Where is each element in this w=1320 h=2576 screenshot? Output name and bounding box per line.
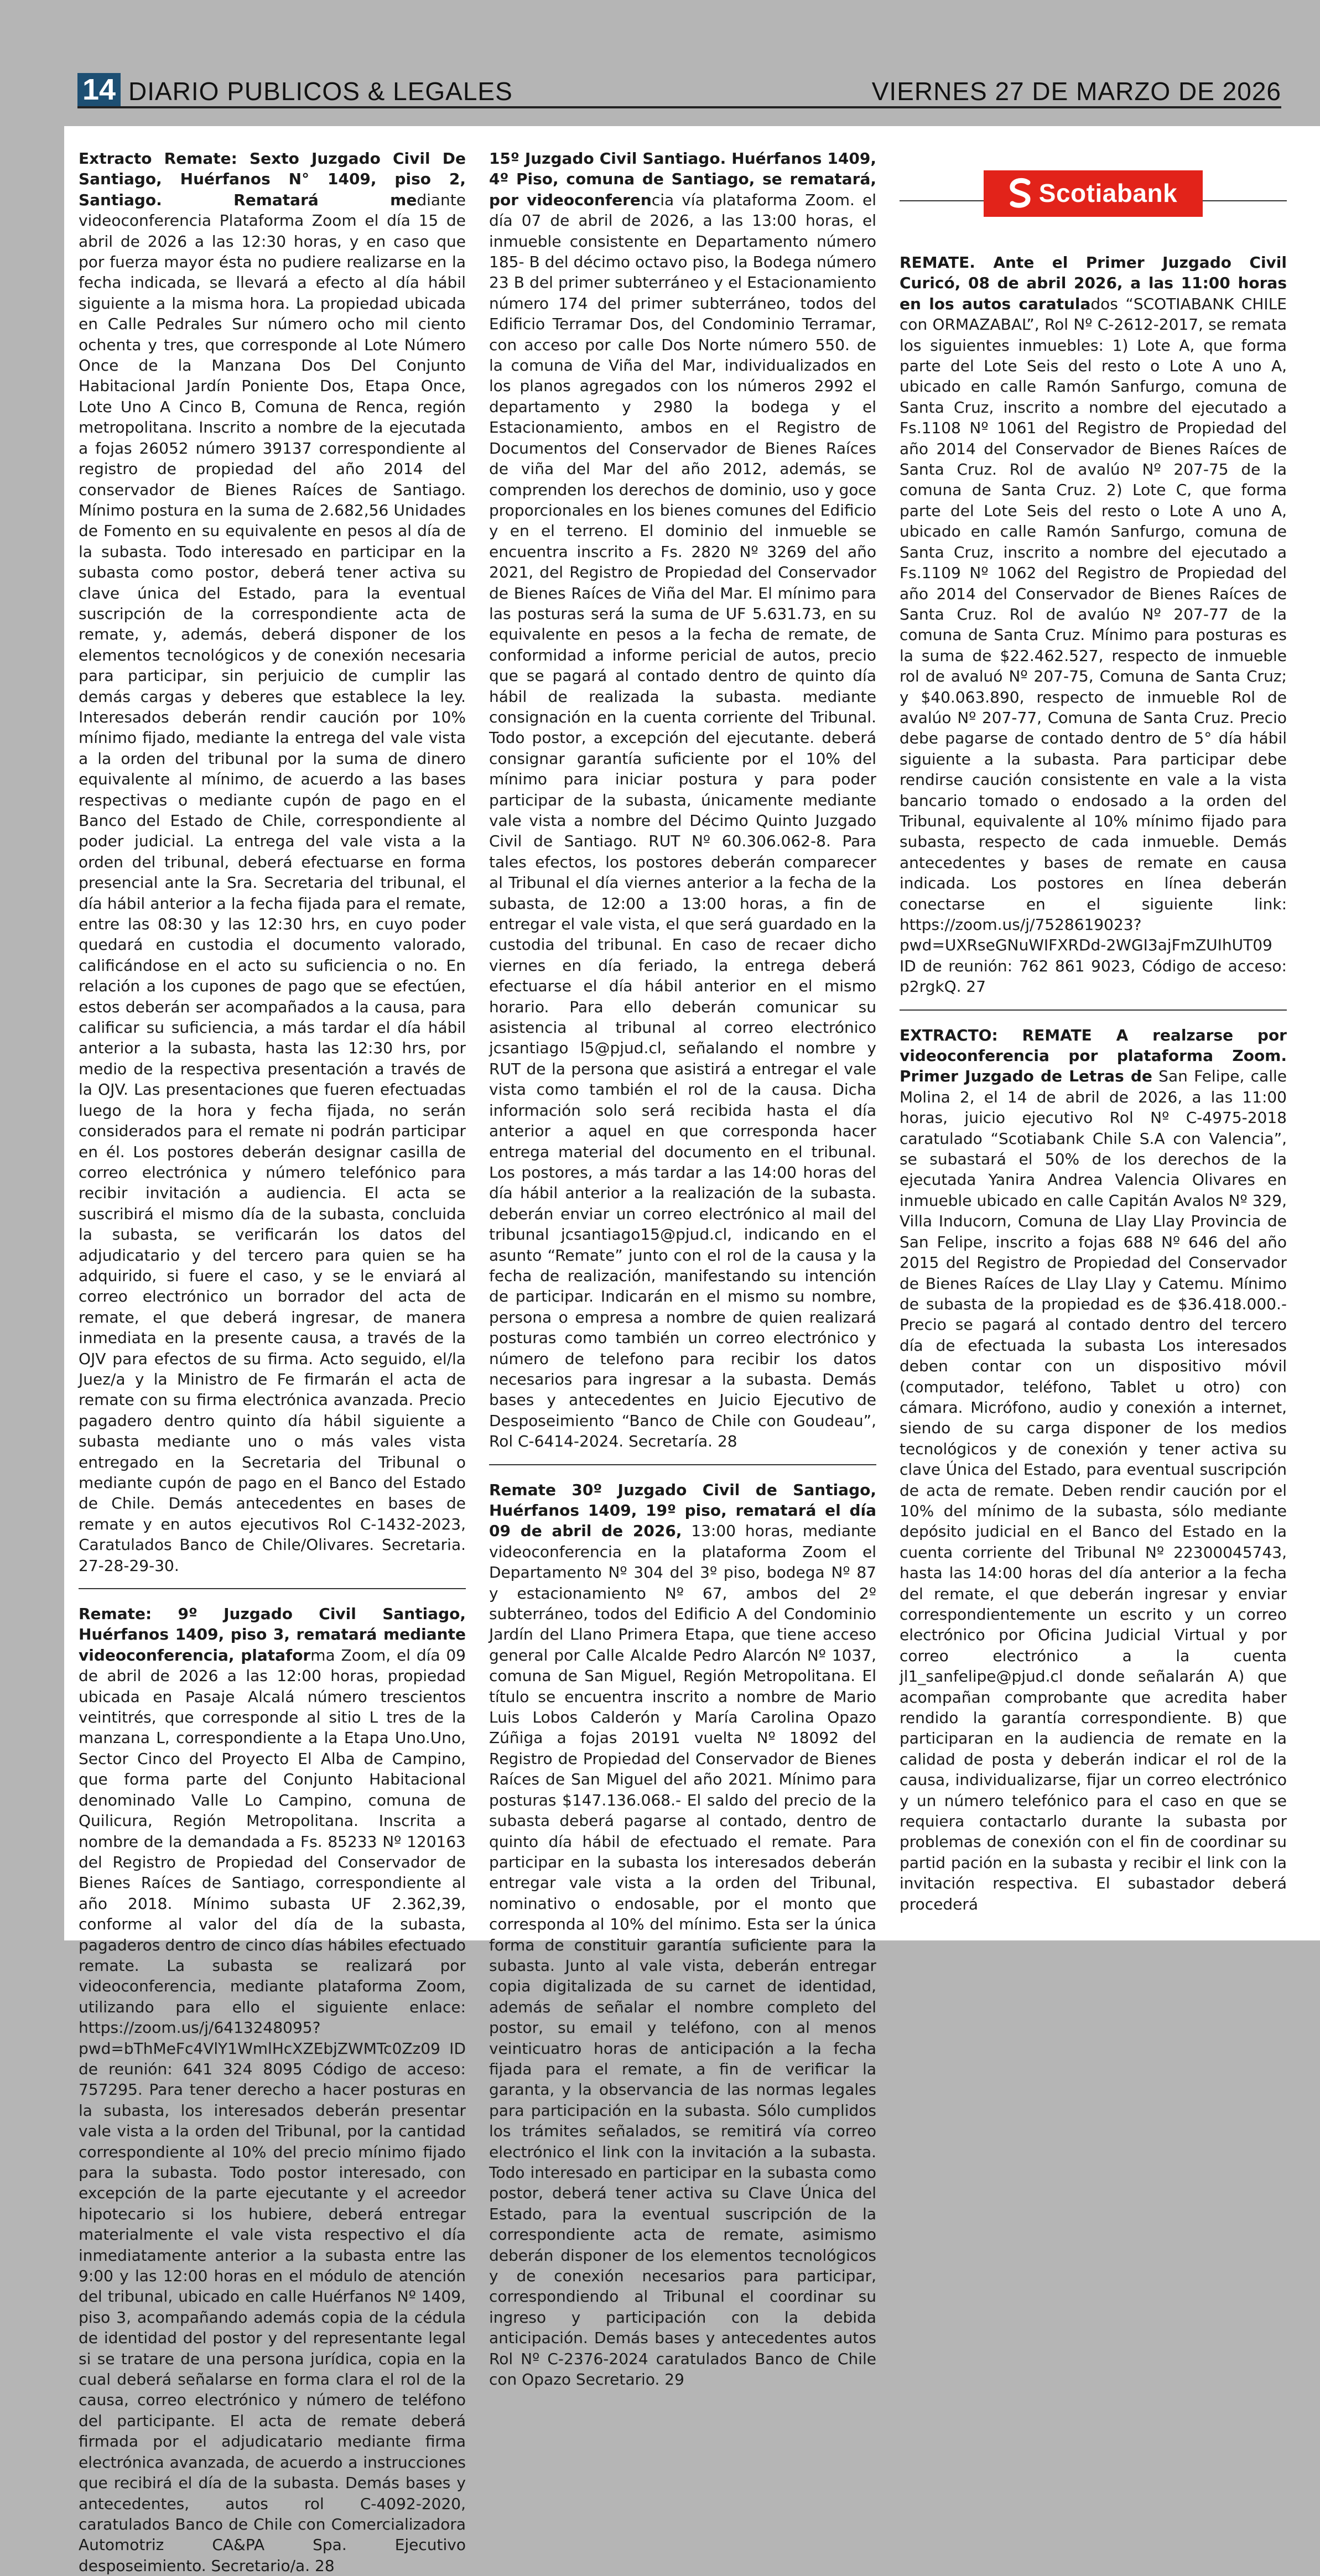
legal-notice <box>900 1025 1287 1914</box>
legal-notice <box>489 148 876 1452</box>
notice-divider <box>489 1464 876 1465</box>
notice-heading: Remate: 9º Juzgado Civil Santiago, Huérfanos 1409, piso 3, rematará mediante videoconferencia, platafor <box>79 1605 466 1664</box>
legal-notice <box>489 1480 876 2390</box>
notice-body: ma Zoom, el día 09 de abril de 2026 a las 12:00 horas, propiedad ubicada en Pasaje Alcalá número trescientos veintitrés, que corresponde al sitio L tres de la manzana L, correspondiente a la Etapa Uno.Uno, Sector Cinco del Proyecto El Alba de Campino, que forma parte del Conjunto Habitacional denominado Valle Lo Campino, comuna de Quilicura, Región Metropolitana. Inscrita a nombre de la demandada a Fs. 85233 Nº 120163 del Registro de Propiedad del Conservador de Bienes Raíces de Santiago, correspondiente al año 2018. Mínimo subasta UF 2.362,39, conforme al valor del día de la subasta, pagaderos dentro de cinco días hábiles efectuado remate. La subasta se realizará por videoconferencia, mediante plataforma Zoom, utilizando para ello el siguiente enlace: https://zoom.us/j/6413248095?pwd=bThMeFc4VlY1WmlHcXZEbjZWMTc0Zz09 ID de reunión: 641 324 8095 Código de acceso: 757295. Para tener derecho a hacer posturas en la subasta, los interesados deberán presentar vale vista a la orden del Tribunal, por la cantidad correspondiente al 10% del precio mínimo fijado para la subasta. Todo postor interesado, con excepción de la parte ejecutante y el acreedor hipotecario si los hubiere, deberá entregar materialmente el vale vista respectivo el día inmediatamente anterior a la subasta entre las 9:00 y las 12:00 horas en el módulo de atención del tribunal, ubicado en calle Huérfanos Nº 1409, piso 3, acompañando además copia de la cédula de identidad del postor y del representante legal si se tratare de una persona jurídica, copia en la cual deberá señalarse en forma clara el rol de la causa, correo electrónico y número de teléfono del participante. El acta de remate deberá firmada por el adjudicatario mediante firma electrónica avanzada, de acuerdo a instrucciones que recibirá el día de la subasta. Demás bases y antecedentes, autos rol C-4092-2020, caratulados Banco de Chile con Comercializadora Automotriz CA&PA Spa. Ejecutivo desposeimiento. Secretario/a. 28 <box>79 1646 466 2575</box>
scotiabank-s-icon <box>1009 178 1031 209</box>
notice-heading: 15º Juzgado Civil Santiago. Huérfanos 1409, 4º Piso, comuna de Santiago, se rematará, por videoconferen <box>489 149 876 209</box>
publication-name: DIARIO PUBLICOS & LEGALES <box>128 77 513 106</box>
logo-wordmark: Scotiabank <box>1038 179 1178 208</box>
notice-heading: Remate 30º Juzgado Civil de Santiago, Huérfanos 1409, 19º piso, rematará el día 09 de abril de 2026, <box>489 1480 876 1541</box>
notice-body: cia vía plataforma Zoom. el día 07 de abril de 2026, a las 13:00 horas, el inmueble consistente en Departamento número 185- B del décimo octavo piso, la Bodega número 23 B del primer subterráneo y el Estacionamiento número 174 del primer subterráneo, todos del Edificio Terramar Dos, del Condominio Terramar, con acceso por calle Dos Norte número 550. de la comuna de Viña del Mar, individualizados en los planos agregados con los números 2992 el departamento y 2980 la bodega y el Estacionamiento, ambos en el Registro de Documentos del Conservador de Bienes Raíces de viña del Mar del año 2012, además, se comprenden los derechos de dominio, uso y goce proporcionales en los bienes comunes del Edificio y en el terreno. El dominio del inmueble se encuentra inscrito a Fs. 2820 Nº 3269 del año 2021, del Registro de Propiedad del Conservador de Bienes Raíces de Viña del Mar. El mínimo para las posturas será la suma de UF 5.631.73, en su equivalente en pesos a la fecha de remate, de conformidad a informe pericial de autos, precio que se pagará al contado dentro de quinto día hábil de realizada la subasta. mediante consignación en la cuenta corriente del Tribunal. Todo postor, a excepción del ejecutante. deberá consignar garantía suficiente por el 10% del mínimo para iniciar postura y para poder participar de la subasta, únicamente mediante vale vista a nombre del Décimo Quinto Juzgado Civil de Santiago. RUT Nº 60.306.062-8. Para tales efectos, los postores deberán comparecer al Tribunal el día viernes anterior a la fecha de la subasta, de 12:00 a 13:00 horas, a fin de entregar el vale vista, el que será guardado en la custodia del tribunal. En caso de recaer dicho viernes en día feriado, la entrega deberá efectuarse el día hábil anterior en el mismo horario. Para ello deberán comunicar su asistencia al tribunal al correo electrónico jcsantiago l5@pjud.cl, señalando el nombre y RUT de la persona que asistirá a entregar el vale vista como también el rol de la causa. Dicha información solo será recibida hasta el día anterior a aquel en que corresponda hacer entrega material del documento en el tribunal. Los postores, a más tardar a las 14:00 horas del día hábil anterior a la realización de la subasta. deberán enviar un correo electrónico al mail del tribunal jcsantiago15@pjud.cl, indicando en el asunto “Remate” junto con el rol de la causa y la fecha de realización, manifestando su intención de participar. Indicarán en el mismo su nombre, persona o empresa a nombre de quien realizará posturas como también un correo electrónico y número de telefono para recibir los datos necesarios para ingresar a la subasta. Demás bases y antecedentes en Juicio Ejecutivo de Desposeimiento “Banco de Chile con Goudeau”, Rol C-6414-2024. Secretaría. 28 <box>489 190 876 1451</box>
column-2 <box>489 148 877 2389</box>
notice-divider <box>79 1588 466 1589</box>
legal-notice <box>79 1604 466 2576</box>
scotiabank-logo <box>984 170 1203 217</box>
publication-date: VIERNES 27 DE MARZO DE 2026 <box>871 77 1281 106</box>
notice-heading: REMATE. Ante el Primer Juzgado Civil Curicó, 08 de abril 2026, a las 11:00 horas en los autos caratula <box>900 253 1287 313</box>
notice-body: dos “SCOTIABANK CHILE con ORMAZABAL”, Rol Nº C-2612-2017, se remata los siguientes inmuebles: 1) Lote A, que forma parte del Lote Seis del resto o Lote A uno A, ubicado en calle Ramón Sanfurgo, comuna de Santa Cruz, inscrito a nombre del ejecutado a Fs.1108 Nº 1061 del Registro de Propiedad del año 2014 del Conservador de Bienes Raíces de Santa Cruz. Rol de avalúo Nº 207-75 de la comuna de Santa Cruz. 2) Lote C, que forma parte del Lote Seis del resto o Lote A uno A, ubicado en calle Ramón Sanfurgo, comuna de Santa Cruz, inscrito a nombre del ejecutado a Fs.1109 Nº 1062 del Registro de Propiedad del año 2014 del Conservador de Bienes Raíces de Santa Cruz. Rol de avalúo Nº 207-77 de la comuna de Santa Cruz. Mínimo para posturas es la suma de $22.462.527, respecto de inmueble rol de avaluó Nº 207-75, Comuna de Santa Cruz; y $40.063.890, respecto de inmueble Rol de avalúo Nº 207-77, Comuna de Santa Cruz. Precio debe pagarse de contado dentro de 5° día hábil siguiente a la subasta. Para participar debe rendirse caución consistente en vale a la vista bancario tomado o endosado a la orden del Tribunal, equivalente al 10% mínimo fijado para subasta, respecto de cada inmueble. Demás antecedentes y bases de remate en causa indicada. Los postores en línea deberán conectarse en el siguiente link: https://zoom.us/j/7528619023?pwd=UXRseGNuWIFXRDd-2WGI3ajFmZUIhUT09 ID de reunión: 762 861 9023, Código de acceso: p2rgkQ. 27 <box>900 294 1287 996</box>
sponsor-logo-block <box>900 165 1287 237</box>
page-header <box>77 71 1281 108</box>
legal-notice <box>79 148 466 1576</box>
notice-heading: Extracto Remate: Sexto Juzgado Civil De Santiago, Huérfanos N° 1409, piso 2, Santiago. Rematará me <box>79 149 466 209</box>
notice-divider <box>900 1009 1287 1011</box>
notice-body: San Felipe, calle Molina 2, el 14 de abril de 2026, a las 11:00 horas, juicio ejecutivo Rol Nº C-4975-2018 caratulado “Scotiabank Chile S.A con Valencia”, se subastará el 50% de los derechos de la ejecutada Yanira Andrea Valencia Olivares en inmueble ubicado en calle Capitán Avalos Nº 329, Villa Inducorn, Comuna de Llay Llay Provincia de San Felipe, inscrito a fojas 688 Nº 646 del año 2015 del Registro de Propiedad del Conservador de Bienes Raíces de Llay Llay y Catemu. Mínimo de subasta de la propiedad es de $36.418.000.- Precio se pagará al contado dentro del tercero día de efectuada la subasta Los interesados deben contar con un dispositivo móvil (computador, teléfono, Tablet u otro) con cámara. Micrófono, audio y conexión a internet, siendo de su carga disponer de los medios tecnológicos y de conexión y tener activa su clave Única del Estado, para eventual suscripción de acta de remate. Deben rendir caución por el 10% del mínimo de la subasta, sólo mediante depósito judicial en el Banco del Estado en la cuenta corriente del Tribunal Nº 22300045743, hasta las 14:00 horas del día anterior a la fecha del remate, el que deberán ingresar y enviar correspondientemente un escrito y un correo electrónico por Oficina Judicial Virtual y por correo electrónico a la cuenta jl1_sanfelipe@pjud.cl donde señalarán A) que acompañan comprobante que acredita haber rendido la garantía correspondiente. B) que participaran en la audiencia de remate en la calidad de posta y deberán indicar el rol de la causa, individualizarse, fijar un correo electrónico y un número telefónico para el caso en que se requiera contactarlo durante la subasta por problemas de conexión con el fin de coordinar su partid pación en la subasta y recibir el link con la invitación respectiva. El subastador deberá procederá <box>900 1067 1287 1913</box>
legal-notice <box>900 252 1287 997</box>
page-number: 14 <box>77 73 121 106</box>
notice-body: 13:00 horas, mediante videoconferencia en la plataforma Zoom el Departamento Nº 304 del 3º piso, bodega Nº 87 y estacionamiento Nº 67, ambos del 2º subterráneo, todos del Edificio A del Condominio Jardín del Llano Primera Etapa, que tiene acceso general por Calle Alcalde Pedro Alarcón Nº 1037, comuna de San Miguel, Región Metropolitana. El título se encuentra inscrito a nombre de Mario Luis Lobos Calderón y María Carolina Opazo Zúñiga a fojas 20191 vuelta Nº 18092 del Registro de Propiedad del Conservador de Bienes Raíces de San Miguel del año 2021. Mínimo para posturas $147.136.068.- El saldo del precio de la subasta deberá pagarse al contado, dentro de quinto día hábil de efectuado el remate. Para participar en la subasta los interesados deberán entregar vale vista a la orden del Tribunal, nominativo o endosable, por el monto que corresponda al 10% del mínimo. Esta ser la única forma de constituir garantía suficiente para la subasta. Junto al vale vista, deberán entregar copia digitalizada de su carnet de identidad, además de señalar el nombre completo del postor, su email y teléfono, con al menos veinticuatro horas de anticipación a la fecha fijada para el remate, a fin de verificar la garanta, y la observancia de las normas legales para participación en la subasta. Sólo cumplidos los trámites señalados, se remitirá vía correo electrónico el link con la invitación a la subasta. Todo interesado en participar en la subasta como postor, deberá tener activa su Clave Única del Estado, para la eventual suscripción de la correspondiente acta de remate, asimismo deberán disponer de los elementos tecnológicos y de conexión necesarios para participar, correspondiendo al Tribunal el coordinar su ingreso y participación con la debida anticipación. Demás bases y antecedentes autos Rol Nº C-2376-2024 caratulados Banco de Chile con Opazo Secretario. 29 <box>489 1522 877 2389</box>
notice-heading: EXTRACTO: REMATE A realzarse por videoconferencia por plataforma Zoom. Primer Juzgado de Letras de <box>900 1026 1287 1086</box>
column-3 <box>900 148 1287 1929</box>
notice-body: diante videoconferencia Plataforma Zoom el día 15 de abril de 2026 a las 12:30 horas, y en caso que por fuerza mayor ésta no pudiere realizarse en la fecha indicada, se llevará a efecto al día hábil siguiente a la misma hora. La propiedad ubicada en Calle Pedrales Sur número ocho mil ciento ochenta y tres, que corresponde al Lote Número Once de la Manzana Dos Del Conjunto Habitacional Jardín Poniente Dos, Etapa Once, Lote Uno A Cinco B, Comuna de Renca, región metropolitana. Inscrito a nombre de la ejecutada a fojas 26052 número 39137 correspondiente al registro de propiedad del año 2014 del conservador de Bienes Raíces de Santiago. Mínimo postura en la suma de 2.682,56 Unidades de Fomento en su equivalente en pesos al día de la subasta. Todo interesado en participar en la subasta como postor, deberá tener activa su clave única del Estado, para la eventual suscripción de la correspondiente acta de remate, y, además, deberá disponer de los elementos tecnológicos y de conexión necesaria para participar, sin perjuicio de cumplir las demás cargas y deberes que establece la ley. Interesados deberán rendir caución por 10% mínimo fijado, mediante la entrega del vale vista a la orden del tribunal por la suma de dinero equivalente al mínimo, de acuerdo a las bases respectivas o mediante cupón de pago en el Banco del Estado de Chile, correspondiente al poder judicial. La entrega del vale vista a la orden del tribunal, deberá efectuarse en forma presencial ante la Sra. Secretaria del tribunal, el día hábil anterior a la fecha fijada para el remate, entre las 08:30 y las 12:30 hrs, en cuyo poder quedará en custodia el documento valorado, calificándose en el acto su suficiencia o no. En relación a los cupones de pago que se efectúen, estos deberán ser acompañados a la causa, para calificar su suficiencia, a más tardar el día hábil anterior a la subasta, hasta las 12:30 hrs, por medio de la respectiva presentación a través de la OJV. Las presentaciones que fueren efectuadas luego de la hora y fecha fijada, no serán considerados para el remate ni podrán participar en él. Los postores deberán designar casilla de correo electrónica y número telefónico para recibir invitación a audiencia. El acta se suscribirá el mismo día de la subasta, concluida la subasta, se verificarán los datos del adjudicatario y del tercero para quien se ha adquirido, si fuere el caso, y se le enviará al correo electrónico un borrador del acta de remate, el que deberá ingresar, de manera inmediata en la presente causa, a través de la OJV para efectos de su firma. Acto seguido, el/la Juez/a y la Ministro de Fe firmarán el acta de remate con su firma electrónica avanzada. Precio pagadero dentro quinto día hábil siguiente a subasta mediante uno o más vales vista entregado en la Secretaria del Tribunal o mediante cupón de pago en el Banco del Estado de Chile. Demás antecedentes en bases de remate y en autos ejecutivos Rol C-1432-2023, Caratulados Banco de Chile/Olivares. Secretaria. 27-28-29-30. <box>79 190 466 1575</box>
column-1 <box>79 148 466 2575</box>
newspaper-page <box>64 126 1320 2575</box>
